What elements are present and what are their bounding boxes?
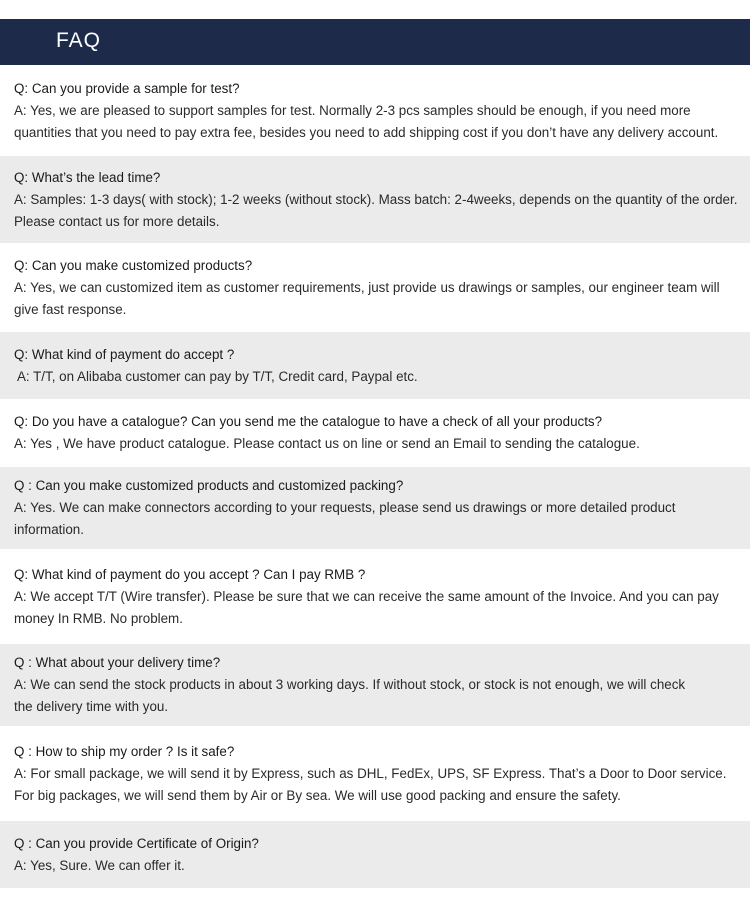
faq-answer-line: give fast response. xyxy=(14,301,127,317)
faq-answer-line: A: We can send the stock products in about 3 working days. If without stock, or stock is not enough, we will check xyxy=(14,677,686,692)
faq-answer-line: A: Yes, we can customized item as customer requirements, just provide us drawings or samples, our engineer team will xyxy=(14,279,720,295)
faq-question: Q : Can you provide Certificate of Origin? xyxy=(14,835,259,851)
faq-item-certificate xyxy=(0,821,750,888)
faq-answer-line: A: Yes, we are pleased to support samples for test. Normally 2-3 pcs samples should be enough, if you need more xyxy=(14,103,691,118)
faq-item-lead-time xyxy=(0,156,750,243)
faq-question: Q: What’s the lead time? xyxy=(14,169,161,185)
faq-item-delivery-time xyxy=(0,644,750,726)
faq-list xyxy=(0,67,750,889)
faq-item-sample xyxy=(0,67,750,155)
faq-answer-line: A: Yes. We can make connectors according to your requests, please send us drawings or more detailed product xyxy=(14,500,676,515)
faq-header xyxy=(0,19,750,65)
faq-question: Q: What kind of payment do accept ? xyxy=(14,346,235,362)
faq-item-shipping xyxy=(0,727,750,820)
faq-answer-line: money In RMB. No problem. xyxy=(14,610,183,626)
faq-answer-line: information. xyxy=(14,522,84,537)
faq-question: Q: Can you provide a sample for test? xyxy=(14,81,240,96)
faq-item-customized-products xyxy=(0,244,750,331)
faq-question: Q : Can you make customized products and customized packing? xyxy=(14,478,404,493)
faq-item-payment xyxy=(0,332,750,399)
faq-question: Q: Do you have a catalogue? Can you send me the catalogue to have a check of all your products? xyxy=(14,414,603,429)
faq-answer-line: For big packages, we will send them by Air or By sea. We will use good packing and ensure the safety. xyxy=(14,787,621,803)
faq-answer-line: A: Yes, Sure. We can offer it. xyxy=(14,857,185,873)
faq-answer-line: A: We accept T/T (Wire transfer). Please be sure that we can receive the same amount of the Invoice. And you can pay xyxy=(14,588,719,604)
faq-question: Q : How to ship my order ? Is it safe? xyxy=(14,743,235,759)
faq-question: Q: Can you make customized products? xyxy=(14,257,253,273)
faq-answer-line: Please contact us for more details. xyxy=(14,213,220,229)
faq-answer-line: the delivery time with you. xyxy=(14,699,169,714)
faq-question: Q : What about your delivery time? xyxy=(14,655,221,670)
faq-answer-line: quantities that you need to pay extra fee, besides you need to add shipping cost if you don’t have any delivery account. xyxy=(14,125,719,140)
page-title: FAQ xyxy=(56,29,102,52)
faq-answer-line: A: For small package, we will send it by Express, such as DHL, FedEx, UPS, SF Express. That’s a Door to Door service. xyxy=(14,765,727,781)
faq-answer-line: A: Yes , We have product catalogue. Please contact us on line or send an Email to sending the catalogue. xyxy=(14,436,640,451)
faq-question: Q: What kind of payment do you accept ? Can I pay RMB ? xyxy=(14,566,366,582)
faq-item-payment-rmb xyxy=(0,550,750,643)
faq-answer-line: A: Samples: 1-3 days( with stock); 1-2 weeks (without stock). Mass batch: 2-4weeks, depends on the quantity of the order. xyxy=(14,191,738,207)
faq-item-customized-packing xyxy=(0,467,750,549)
faq-answer-line: A: T/T, on Alibaba customer can pay by T/T, Credit card, Paypal etc. xyxy=(14,368,418,384)
faq-item-catalogue xyxy=(0,400,750,466)
